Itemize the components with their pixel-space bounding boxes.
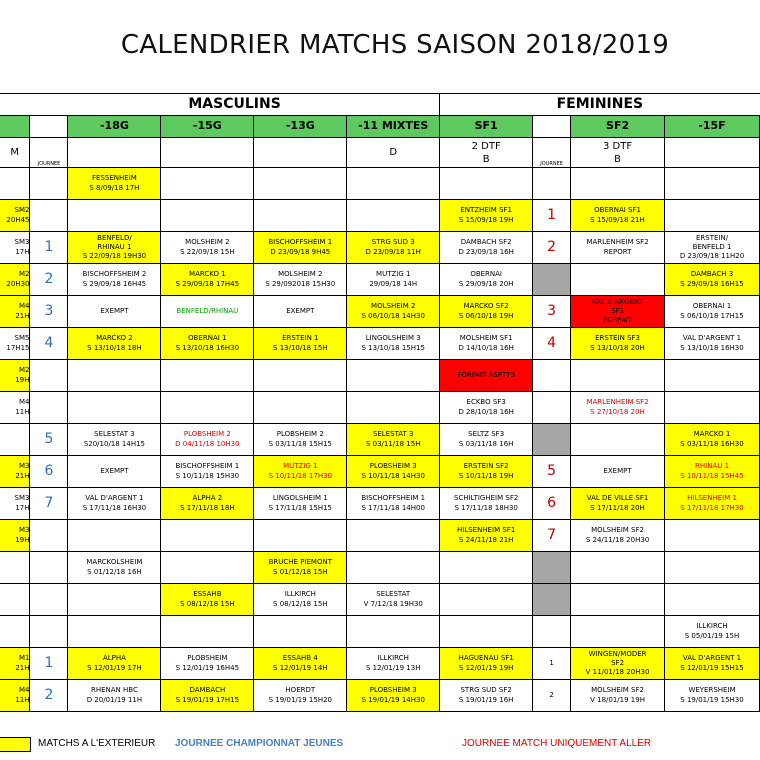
table-row [0, 616, 760, 648]
match-cell: EXEMPT [571, 456, 665, 488]
match-cell [347, 520, 440, 552]
section-masculins: MASCULINS [30, 94, 440, 116]
match-cell: BENFELD/ RHINAU 1 S 22/09/18 19H30 [68, 232, 161, 264]
journee-number [533, 424, 571, 456]
match-cell: MOLSHEIM 2 S 06/10/18 14H30 [347, 296, 440, 328]
match-cell: SELESTAT 3 S20/10/18 14H15 [68, 424, 161, 456]
match-cell: MARCKO SF2 S 06/10/18 19H [440, 296, 533, 328]
match-cell: MUTZIG 1 S 10/11/18 17H30 [254, 456, 347, 488]
match-cell: BISCHOFFSHEIM 1 S 10/11/18 15H30 [161, 456, 254, 488]
match-cell: ERSTEIN 1 S 13/10/18 15H [254, 328, 347, 360]
column-subheader: 3 DTF B [571, 138, 665, 168]
match-cell: PLOBSHEIM 2 D 04/11/18 10H30 [161, 424, 254, 456]
match-cell [571, 584, 665, 616]
match-cell [665, 520, 760, 552]
match-cell: LINGOLSHEIM 1 S 17/11/18 15H15 [254, 488, 347, 520]
table-row [0, 200, 760, 232]
table-row [0, 424, 760, 456]
table-row [0, 232, 760, 264]
match-cell: SM2 20H45 [0, 200, 30, 232]
match-cell [571, 264, 665, 296]
match-cell: M1 21H [0, 648, 30, 680]
match-cell: ALPHA S 12/01/19 17H [68, 648, 161, 680]
match-cell: M4 11H [0, 680, 30, 712]
match-cell: MOLSHEIM SF1 D 14/10/18 16H [440, 328, 533, 360]
match-cell: ILLKIRCH S 12/01/19 13H [347, 648, 440, 680]
match-cell [665, 392, 760, 424]
match-cell: OBERNAI SF1 S 15/09/18 21H [571, 200, 665, 232]
journee-number: 2 [30, 680, 68, 712]
match-cell [347, 552, 440, 584]
journee-number [30, 168, 68, 200]
match-cell [68, 392, 161, 424]
match-cell: M2 20H30 [0, 264, 30, 296]
match-cell: DAMBACH SF2 D 23/09/18 16H [440, 232, 533, 264]
journee-number: 1 [533, 648, 571, 680]
journee-number [533, 360, 571, 392]
match-cell [440, 584, 533, 616]
table-row [0, 328, 760, 360]
journee-number: 1 [30, 232, 68, 264]
column-header: SF1 [440, 116, 533, 138]
match-cell: OBERNAI 1 S 13/10/18 16H30 [161, 328, 254, 360]
match-cell: SM3 17H [0, 232, 30, 264]
match-cell: DAMBACH 3 S 29/09/18 16H15 [665, 264, 760, 296]
section-feminines: FEMININES [440, 94, 760, 116]
match-cell [254, 200, 347, 232]
match-cell: OBERNAI S 29/09/18 20H [440, 264, 533, 296]
match-cell: ERSTEIN SF2 S 10/11/18 19H [440, 456, 533, 488]
match-cell: M3 19H [0, 520, 30, 552]
match-cell: PLOBSHEIM 3 S 10/11/18 14H30 [347, 456, 440, 488]
match-cell: M3 21H [0, 456, 30, 488]
column-subheader: JOURNEE [30, 138, 68, 168]
match-cell: FESSENHEIM S 8/09/18 17H [68, 168, 161, 200]
column-header: SF2 [571, 116, 665, 138]
match-cell [347, 392, 440, 424]
match-cell: MARLENHEIM SF2 REPORT [571, 232, 665, 264]
match-cell: EXEMPT [68, 296, 161, 328]
match-cell [254, 392, 347, 424]
match-cell: ENTZHEIM SF1 S 15/09/18 19H [440, 200, 533, 232]
legend-youth: JOURNEE CHAMPIONNAT JEUNES [175, 738, 344, 749]
header-row [0, 116, 760, 138]
match-cell: ILLKIRCH S 08/12/18 15H [254, 584, 347, 616]
journee-number [30, 616, 68, 648]
match-cell: MOLSHEIM 2 S 22/09/18 15H [161, 232, 254, 264]
match-cell: HILSENHEIM SF1 S 24/11/18 21H [440, 520, 533, 552]
column-subheader: D [347, 138, 440, 168]
match-cell: SELESTAT 3 S 03/11/18 15H [347, 424, 440, 456]
match-cell [440, 616, 533, 648]
match-cell: DAMBACH S 19/01/19 17H15 [161, 680, 254, 712]
match-cell: VAL D'ARGENT 1 S 12/01/19 15H15 [665, 648, 760, 680]
match-cell [665, 200, 760, 232]
match-cell: PLOBSHEIM 2 S 03/11/18 15H15 [254, 424, 347, 456]
match-cell: VAL D'ARGENT 1 S 17/11/18 16H30 [68, 488, 161, 520]
match-cell [665, 584, 760, 616]
table-row [0, 680, 760, 712]
match-cell: RHENAN HBC D 20/01/19 11H [68, 680, 161, 712]
match-cell: MARCKO 1 S 29/09/18 17H45 [161, 264, 254, 296]
match-cell [0, 616, 30, 648]
match-cell [665, 168, 760, 200]
match-cell [571, 552, 665, 584]
match-cell [0, 584, 30, 616]
match-cell [68, 520, 161, 552]
match-cell: ESSAHB 4 S 12/01/19 14H [254, 648, 347, 680]
journee-number [533, 264, 571, 296]
match-cell [0, 168, 30, 200]
match-cell: BISCHOFFSHEIM 1 S 17/11/18 14H00 [347, 488, 440, 520]
table-row [0, 648, 760, 680]
table-row [0, 392, 760, 424]
journee-number: 5 [533, 456, 571, 488]
table-row [0, 264, 760, 296]
match-cell [571, 360, 665, 392]
match-cell: ILLKIRCH S 05/01/19 15H [665, 616, 760, 648]
match-cell: EXEMPT [68, 456, 161, 488]
journee-number: 2 [30, 264, 68, 296]
match-cell [254, 168, 347, 200]
journee-number: 3 [533, 296, 571, 328]
match-cell [161, 520, 254, 552]
table-row [0, 552, 760, 584]
column-subheader: JOURNEE [533, 138, 571, 168]
match-cell [68, 360, 161, 392]
match-cell: BRUCHE PIEMONT S 01/12/18 15H [254, 552, 347, 584]
table-row [0, 296, 760, 328]
match-cell: BISCHOFFSHEIM 1 D 23/09/18 9H45 [254, 232, 347, 264]
match-cell: M4 21H [0, 296, 30, 328]
column-subheader [665, 138, 760, 168]
match-cell [347, 360, 440, 392]
match-cell: WINGEN/MODER SF2 V 11/01/18 20H30 [571, 648, 665, 680]
journee-number: 6 [30, 456, 68, 488]
match-cell: SELESTAT V 7/12/18 19H30 [347, 584, 440, 616]
column-subheader: 2 DTF B [440, 138, 533, 168]
match-cell: LINGOLSHEIM 3 S 13/10/18 15H15 [347, 328, 440, 360]
journee-number [533, 392, 571, 424]
match-cell: RHINAU 1 S 10/11/18 15H45 [665, 456, 760, 488]
match-cell [254, 520, 347, 552]
column-subheader [254, 138, 347, 168]
match-cell [665, 360, 760, 392]
column-subheader [161, 138, 254, 168]
match-cell: FORFAIT ASPTT9 [440, 360, 533, 392]
journee-number: 2 [533, 232, 571, 264]
match-cell: STRG SUD SF2 S 19/01/19 16H [440, 680, 533, 712]
match-cell: EXEMPT [254, 296, 347, 328]
match-cell: VAL D'ARGENT SF1 FORFAIT [571, 296, 665, 328]
match-cell [571, 168, 665, 200]
column-subheader [68, 138, 161, 168]
match-cell: ALPHA 2 S 17/11/18 18H [161, 488, 254, 520]
match-cell: M4 11H [0, 392, 30, 424]
column-header: -15F [665, 116, 760, 138]
column-subheader: M [0, 138, 30, 168]
match-cell [571, 424, 665, 456]
match-cell [161, 552, 254, 584]
page-title: CALENDRIER MATCHS SAISON 2018/2019 [120, 30, 670, 60]
table-row [0, 584, 760, 616]
match-cell: PLOBSHEIM 3 S 19/01/19 14H30 [347, 680, 440, 712]
match-cell: MARCKO 2 S 13/10/18 18H [68, 328, 161, 360]
match-cell: SELTZ SF3 S 03/11/18 16H [440, 424, 533, 456]
match-cell: SCHILTIGHEIM SF2 S 17/11/18 18H30 [440, 488, 533, 520]
match-cell: HILSENHEIM 1 S 17/11/18 17H30 [665, 488, 760, 520]
match-cell [571, 616, 665, 648]
match-cell: MARCKO 1 S 03/11/18 16H30 [665, 424, 760, 456]
match-cell [68, 584, 161, 616]
subheader-row [0, 138, 760, 168]
legend-away: MATCHS A L'EXTERIEUR [38, 738, 156, 749]
journee-number [533, 552, 571, 584]
match-cell [665, 552, 760, 584]
table-row [0, 456, 760, 488]
journee-number [30, 200, 68, 232]
column-header [30, 116, 68, 138]
journee-number [30, 520, 68, 552]
column-header: -18G [68, 116, 161, 138]
match-cell [161, 200, 254, 232]
journee-number: 7 [533, 520, 571, 552]
table-row [0, 168, 760, 200]
match-cell: MARLENHEIM SF2 S 27/10/18 20H [571, 392, 665, 424]
section-row [0, 94, 760, 116]
match-cell: SM5 17H15 [0, 328, 30, 360]
journee-number [30, 360, 68, 392]
journee-number: 1 [533, 200, 571, 232]
match-cell: HOERDT S 19/01/19 15H20 [254, 680, 347, 712]
journee-number [533, 168, 571, 200]
legend-yellow-swatch [0, 737, 31, 752]
legend [0, 730, 760, 756]
schedule-table [0, 93, 760, 712]
journee-number: 1 [30, 648, 68, 680]
match-cell: MOLSHEIM 2 S 29/092018 15H30 [254, 264, 347, 296]
match-cell [68, 616, 161, 648]
journee-number: 4 [30, 328, 68, 360]
journee-number [30, 392, 68, 424]
journee-number: 4 [533, 328, 571, 360]
match-cell: SM3 17H [0, 488, 30, 520]
match-cell: HAGUENAU SF1 S 12/01/19 19H [440, 648, 533, 680]
journee-number: 6 [533, 488, 571, 520]
match-cell [347, 616, 440, 648]
match-cell: MOLSHEIM SF2 S 24/11/18 20H30 [571, 520, 665, 552]
match-cell [347, 168, 440, 200]
column-header: -11 MIXTES [347, 116, 440, 138]
column-header: -15G [161, 116, 254, 138]
journee-number: 3 [30, 296, 68, 328]
match-cell: ECKBO SF3 D 28/10/18 16H [440, 392, 533, 424]
column-header [533, 116, 571, 138]
match-cell: M2 19H [0, 360, 30, 392]
journee-number: 2 [533, 680, 571, 712]
legend-one-way: JOURNEE MATCH UNIQUEMENT ALLER [462, 738, 652, 749]
journee-number [533, 616, 571, 648]
column-header [0, 116, 30, 138]
match-cell: OBERNAI 1 S 06/10/18 17H15 [665, 296, 760, 328]
match-cell: BISCHOFFSHEIM 2 S 29/09/18 16H45 [68, 264, 161, 296]
column-header: -13G [254, 116, 347, 138]
match-cell [161, 392, 254, 424]
table-row [0, 520, 760, 552]
match-cell: MARCKOLSHEIM S 01/12/18 16H [68, 552, 161, 584]
journee-number [30, 552, 68, 584]
match-cell [161, 616, 254, 648]
journee-number [533, 584, 571, 616]
match-cell: BENFELD/RHINAU [161, 296, 254, 328]
match-cell: WEYERSHEIM S 19/01/19 15H30 [665, 680, 760, 712]
match-cell: ERSTEIN/ BENFELD 1 D 23/09/18 11H20 [665, 232, 760, 264]
match-cell: ESSAHB S 08/12/18 15H [161, 584, 254, 616]
match-cell [347, 200, 440, 232]
match-cell: MUTZIG 1 29/09/18 14H [347, 264, 440, 296]
journee-number [30, 584, 68, 616]
journee-number: 5 [30, 424, 68, 456]
match-cell: VAL D'ARGENT 1 S 13/10/18 16H30 [665, 328, 760, 360]
match-cell: STRG SUD 3 D 23/09/18 11H [347, 232, 440, 264]
match-cell [254, 616, 347, 648]
match-cell: ERSTEIN SF3 S 13/10/18 20H [571, 328, 665, 360]
match-cell [254, 360, 347, 392]
match-cell [161, 168, 254, 200]
match-cell [68, 200, 161, 232]
match-cell [161, 360, 254, 392]
match-cell: VAL DE VILLE SF1 S 17/11/18 20H [571, 488, 665, 520]
table-row [0, 488, 760, 520]
match-cell [440, 552, 533, 584]
match-cell: PLOBSHEIM S 12/01/19 16H45 [161, 648, 254, 680]
table-row [0, 360, 760, 392]
match-cell [0, 424, 30, 456]
match-cell [440, 168, 533, 200]
match-cell [0, 552, 30, 584]
journee-number: 7 [30, 488, 68, 520]
match-cell: MOLSHEIM SF2 V 18/01/19 19H [571, 680, 665, 712]
